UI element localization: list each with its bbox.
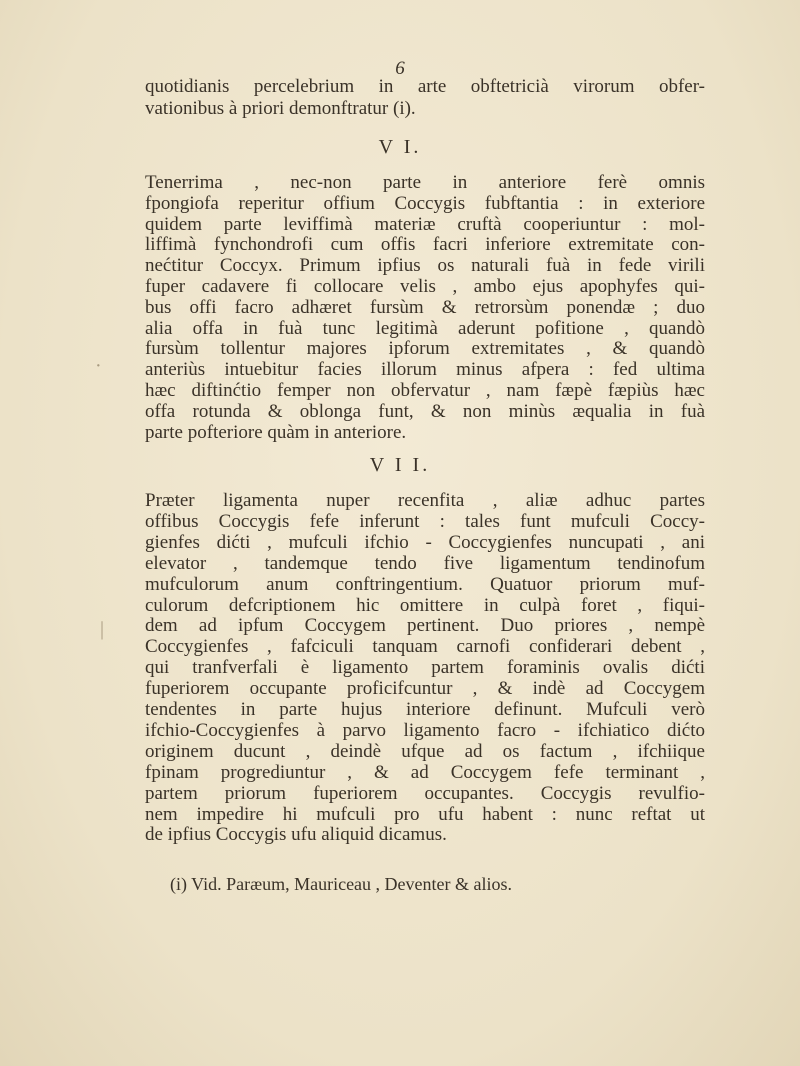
section-heading-6: V I.: [378, 136, 422, 158]
text-line: offibus Coccygis fefe inferunt : tales funt mufculi Coccy-: [145, 510, 705, 532]
text-line: nećtitur Coccyx. Primum ipfius os naturali fuà in fede virili: [145, 255, 705, 277]
text-line: fpinam progrediuntur , & ad Coccygem fefe terminant ,: [145, 761, 705, 783]
text-line: nem impedire hi mufculi pro ufu habent : nunc reftat ut: [145, 803, 705, 825]
text-line: hæc diftinćtio femper non obfervatur , nam fæpè fæpiùs hæc: [145, 380, 705, 401]
text-line: elevator , tandemque tendo five ligamentum tendinofum: [145, 552, 705, 574]
text-line: partem priorum fuperiorem occupantes. Coccygis revulfio-: [145, 782, 705, 804]
text-line: anteriùs intuebitur facies illorum minus afpera : fed ultima: [145, 359, 705, 381]
text-line: Præter ligamenta nuper recenfita , aliæ adhuc partes: [145, 490, 705, 511]
text-line: fpongiofa reperitur offium Coccygis fubftantia : in exteriore: [145, 192, 705, 214]
text-line: parte pofteriore quàm in anteriore.: [145, 421, 407, 443]
text-line: fuper cadavere fi collocare velis , ambo ejus apophyfes qui-: [145, 276, 705, 297]
text-line: de ipfius Coccygis ufu aliquid dicamus.: [145, 824, 447, 846]
text-line: culorum defcriptionem hic omittere in culpà foret , fiqui-: [145, 594, 705, 616]
text-line: tendentes in parte hujus interiore definunt. Mufculi verò: [145, 699, 705, 720]
text-line: offa rotunda & oblonga funt, & non minùs æqualia in fuà: [145, 400, 705, 422]
text-line: fuperiorem occupante proficifcuntur , & indè ad Coccygem: [145, 678, 705, 700]
text-line: alia offa in fuà tunc legitimà aderunt pofitione , quandò: [145, 317, 705, 339]
text-line: quotidianis percelebrium in arte obftetricià virorum obfer-: [145, 76, 705, 97]
text-line: dem ad ipfum Coccygem pertinent. Duo priores , nempè: [145, 615, 705, 637]
text-line: ifchio-Coccygienfes à parvo ligamento facro - ifchiatico dićto: [145, 719, 705, 741]
page-number: 6: [395, 58, 405, 79]
text-line: qui tranfverfali è ligamento partem foraminis ovalis dićti: [145, 657, 705, 679]
text-line: gienfes dićti , mufculi ifchio - Coccygienfes nuncupati , ani: [145, 531, 705, 553]
footnote: (i) Vid. Paræum, Mauriceau , Deventer & alios.: [170, 874, 512, 894]
text-line: liffimà fynchondrofi cum offis facri inferiore extremitate con-: [145, 234, 705, 256]
text-line: vationibus à priori demonftratur (i).: [145, 98, 416, 119]
text-line: originem ducunt , deindè ufque ad os factum , ifchiique: [145, 740, 705, 762]
margin-mark: ·: [95, 355, 102, 377]
text-line: quidem parte leviffimà materiæ cruftà cooperiuntur : mol-: [145, 213, 705, 235]
text-line: fursùm tollentur majores ipforum extremitates , & quandò: [145, 338, 705, 360]
margin-mark: |: [100, 618, 105, 640]
text-line: bus offi facro adhæret fursùm & retrorsùm ponendæ ; duo: [145, 296, 705, 318]
text-line: Tenerrima , nec-non parte in anteriore ferè omnis: [145, 172, 705, 193]
section-heading-7: V I I.: [369, 454, 431, 476]
text-line: mufculorum anum conftringentium. Quatuor priorum muf-: [145, 573, 705, 595]
text-line: Coccygienfes , fafciculi tanquam carnofi confiderari debent ,: [145, 636, 705, 658]
